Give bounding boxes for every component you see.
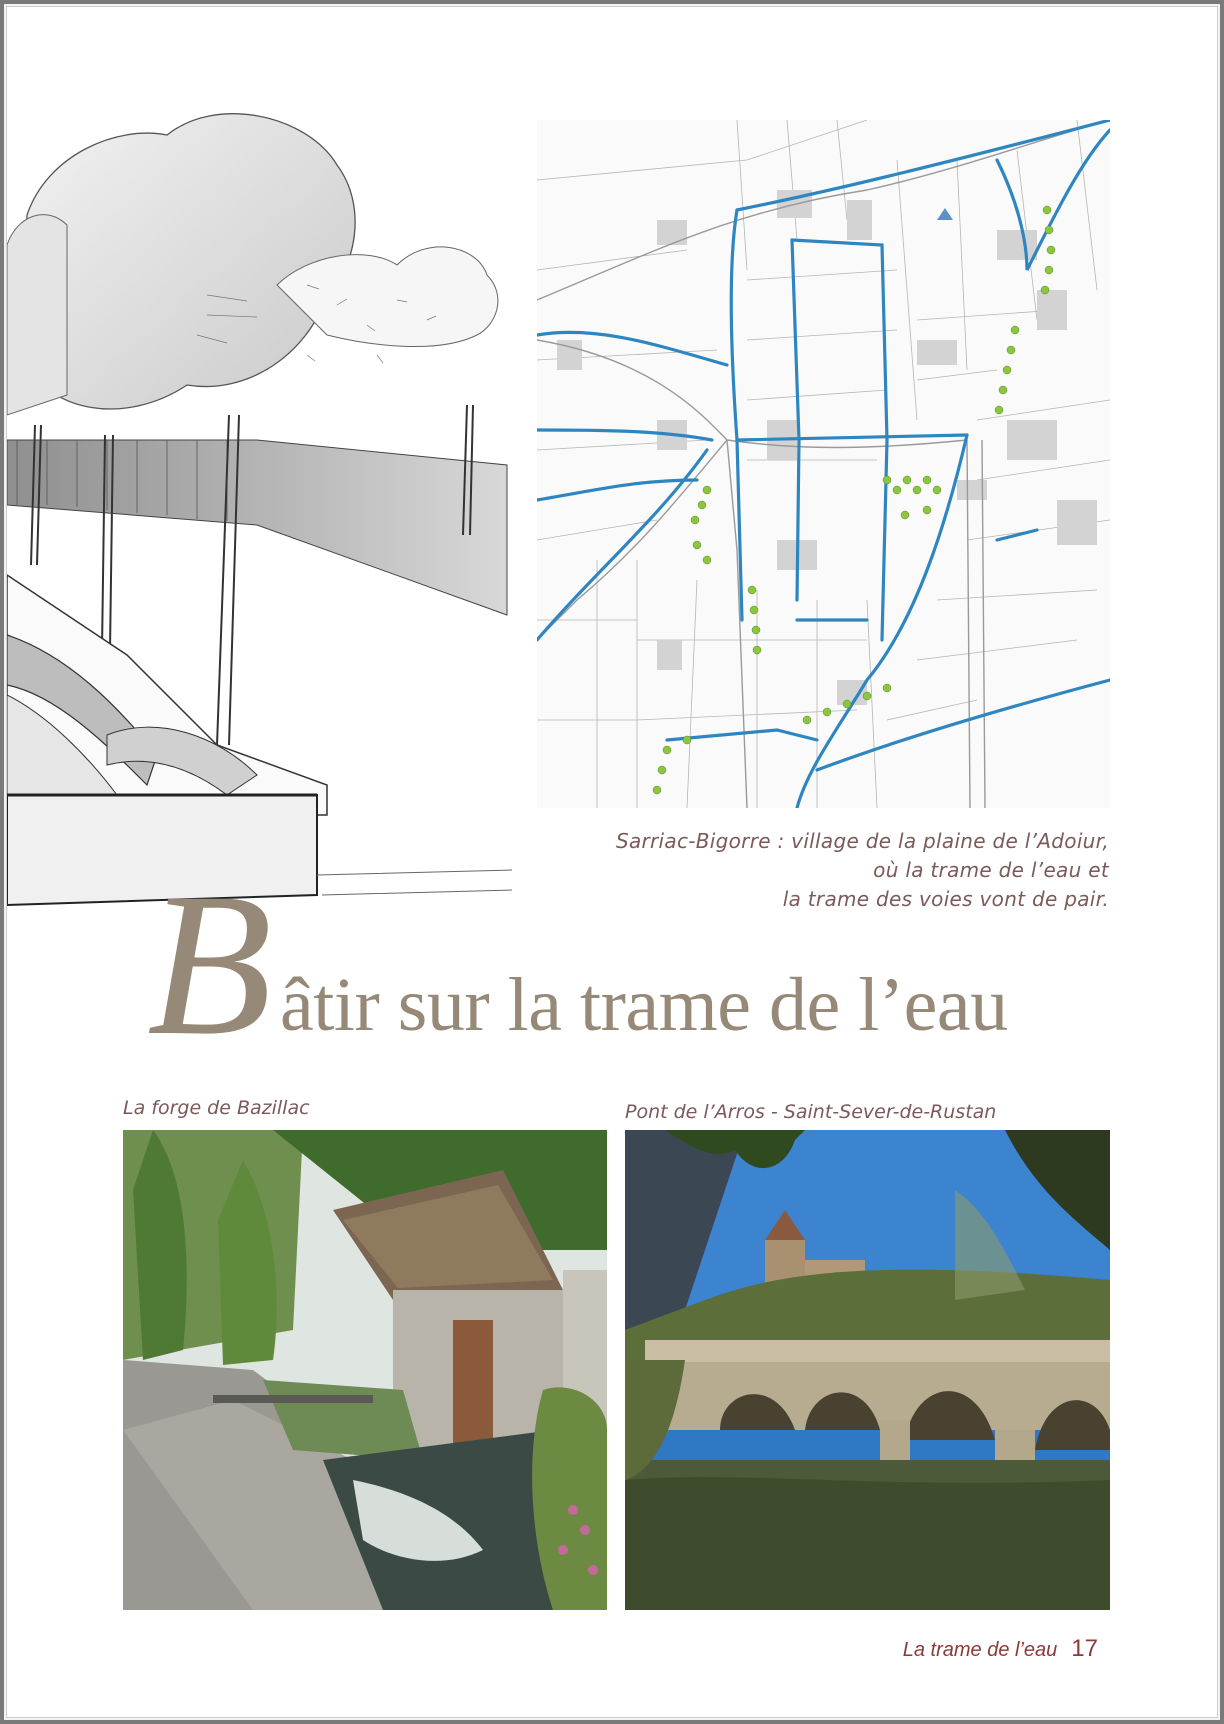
page-title <box>147 851 1127 1078</box>
page-number: 17 <box>1071 1635 1098 1662</box>
caption-line-2: où la trame de l’eau et <box>873 858 1109 882</box>
sketch-illustration <box>7 95 512 915</box>
footer-section-title: La trame de l’eau <box>902 1639 1058 1661</box>
page-footer <box>903 1635 1098 1663</box>
document-page <box>6 6 1218 1718</box>
forge-photo <box>123 1130 607 1610</box>
caption-line-3: la trame des voies vont de pair. <box>782 887 1109 911</box>
caption-line-1: Sarriac-Bigorre : village de la plaine de l’Adoiur, <box>615 829 1109 853</box>
bridge-photo <box>625 1130 1110 1610</box>
title-initial: B <box>147 851 273 1078</box>
photo-label-forge: La forge de Bazillac <box>123 1097 310 1119</box>
cadastral-map <box>537 120 1110 808</box>
title-text: âtir sur la trame de l’eau <box>280 963 1008 1047</box>
photo-label-bridge: Pont de l’Arros - Saint-Sever-de-Rustan <box>625 1101 997 1123</box>
